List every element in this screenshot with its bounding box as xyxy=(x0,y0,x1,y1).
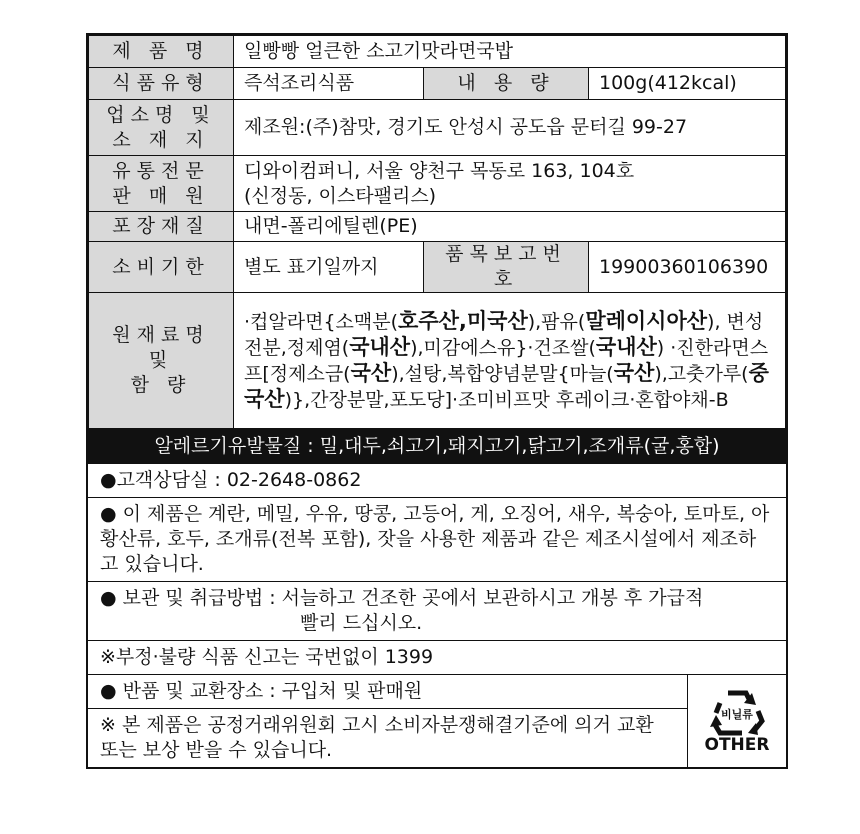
ingredient-text: )},간장분말,포도당]·조미비프맛 후레이크·혼합야채-B xyxy=(284,388,729,411)
ingredients-label-line1: 원재료명 xyxy=(112,324,210,346)
ingredient-origin: 말레이시아산 xyxy=(585,308,708,333)
allergy-banner: 알레르기유발물질 : 밀,대두,쇠고기,돼지고기,닭고기,조개류(굴,홍합) xyxy=(88,429,786,463)
packaging-label: 포장재질 xyxy=(89,212,234,242)
return-place: ● 반품 및 교환장소 : 구입처 및 판매원 xyxy=(100,680,423,702)
manufacturer-label xyxy=(89,100,234,156)
distributor-label-line2: 판 매 원 xyxy=(112,184,210,207)
distributor-value-line1: 디와이컴퍼니, 서울 양천구 목동로 163, 104호 xyxy=(244,159,635,182)
expiry-label: 소비기한 xyxy=(89,242,234,293)
packaging-value: 내면-폴리에틸렌(PE) xyxy=(234,212,786,242)
report-notice: ※부정·불량 식품 신고는 국번없이 1399 xyxy=(88,640,786,674)
ingredient-text: ),설탕,복합양념분말{마늘( xyxy=(391,362,614,385)
product-name-value: 일빵빵 얼큰한 소고기맛라면국밥 xyxy=(234,36,786,68)
ingredient-origin: 호주산,미국산 xyxy=(398,308,528,333)
recycle-mark xyxy=(687,675,786,767)
ingredient-origin: 국산 xyxy=(613,360,655,385)
food-type-value: 즉석조리식품 xyxy=(234,68,424,100)
recycle-icon xyxy=(706,687,768,737)
content-label: 내 용 량 xyxy=(424,68,589,100)
ingredients-value xyxy=(234,293,786,429)
recycle-label: OTHER xyxy=(704,735,770,755)
spec-table xyxy=(88,35,786,429)
return-info xyxy=(88,675,687,767)
ingredient-text: ),미감에스유}·건조쌀( xyxy=(410,336,596,359)
recycle-inner-text: 비닐류 xyxy=(721,708,753,721)
product-name-label: 제 품 명 xyxy=(89,36,234,68)
ingredients-label-line3: 함 량 xyxy=(130,374,192,396)
ingredient-text: ·컵알라면{소맥분( xyxy=(244,310,399,333)
storage-line2: 빨리 드십시오. xyxy=(300,612,423,634)
ingredient-text: ),팜유( xyxy=(527,310,586,333)
storage-line1: ● 보관 및 취급방법 : 서늘하고 건조한 곳에서 보관하시고 개봉 후 가급적 xyxy=(100,587,704,609)
report-number-label: 품목보고번호 xyxy=(424,242,589,293)
food-label xyxy=(86,33,788,769)
allergen-facility-notice: ● 이 제품은 계란, 메밀, 우유, 땅콩, 고등어, 게, 오징어, 새우, 복숭아, 토마토, 아황산류, 호두, 조개류(전복 포함), 잣을 사용한 제품과 같은 제조시설에서 제조하고 있습니다. xyxy=(88,497,786,581)
customer-service: ●고객상담실 : 02-2648-0862 xyxy=(88,463,786,497)
ingredient-origin: 국내산 xyxy=(595,334,657,359)
ingredient-text: ) ·진한라면스프[정제소금( xyxy=(244,336,769,385)
ingredient-origin: 국내산 xyxy=(349,334,411,359)
ingredients-label xyxy=(89,293,234,429)
manufacturer-label-line1: 업소명 및 xyxy=(106,103,216,126)
ingredient-text: ), 변성전분,정제염( xyxy=(244,310,764,359)
distributor-label-line1: 유통전문 xyxy=(112,159,210,182)
distributor-value-line2: (신정동, 이스타팰리스) xyxy=(244,184,437,207)
ingredient-origin: 중국산 xyxy=(244,360,769,411)
food-type-label: 식품유형 xyxy=(89,68,234,100)
compensation-notice: ※ 본 제품은 공정거래위원회 고시 소비자분쟁해결기준에 의거 교환 또는 보상 받을 수 있습니다. xyxy=(88,708,687,767)
distributor-label xyxy=(89,156,234,212)
distributor-value xyxy=(234,156,786,212)
ingredients-label-line2: 및 xyxy=(148,349,174,371)
bottom-section xyxy=(88,674,786,767)
manufacturer-value: 제조원:(주)참맛, 경기도 안성시 공도읍 문터길 99-27 xyxy=(234,100,786,156)
expiry-value: 별도 표기일까지 xyxy=(234,242,424,293)
storage-instructions xyxy=(88,581,786,640)
ingredient-text: ),고춧가루( xyxy=(654,362,749,385)
content-value: 100g(412kcal) xyxy=(589,68,786,100)
ingredient-origin: 국산 xyxy=(350,360,392,385)
report-number-value: 19900360106390 xyxy=(589,242,786,293)
manufacturer-label-line2: 소 재 지 xyxy=(112,128,210,151)
